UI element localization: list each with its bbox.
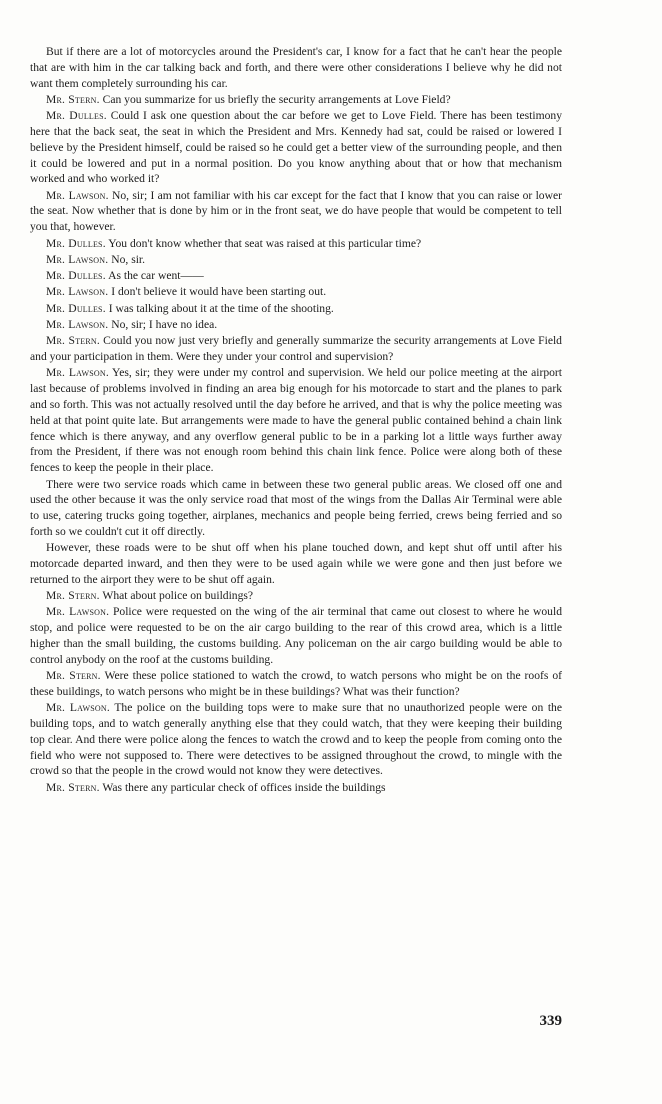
paragraph-text: Could you now just very briefly and generally summarize the security arrangements at Love Field and your participation in them. Were they under your control and supervision? <box>30 334 562 364</box>
speaker-label: Mr. Lawson. <box>46 701 110 715</box>
paragraph-text: I was talking about it at the time of the shooting. <box>105 301 334 315</box>
paragraph-7 <box>30 268 562 284</box>
speaker-label: Mr. Stern. <box>46 589 100 603</box>
paragraph-text: The police on the building tops were to make sure that no unauthorized people were on the building tops, and to watch generally anything else that they could watch, that they were keeping their building top clear. And there were police along the fences to watch the crowd and to keep the people from coming onto the field who were not supposed to. There were detectives to be assigned throughout the crowd, to mingle with the crowd so that the people in the crowd would not know they were detectives. <box>30 701 562 778</box>
paragraph-2 <box>30 92 562 108</box>
paragraph-text: Yes, sir; they were under my control and supervision. We held our police meeting at the airport last because of problems involved in finding an area big enough for his motorcade to start and the planes to park and so forth. This was not actually resolved until the day before he arrived, and that is why the police meeting was held at that point quite late. But arrangements were made to have the general public contained behind a chain link fence which is there anyway, and any overflow general public to be in a parking lot a little ways further away from the President, if there was not enough room behind this chain link fence. Police were along both of these fences to keep the people in their place. <box>30 366 562 475</box>
speaker-label: Mr. Lawson. <box>46 252 109 266</box>
paragraph-17 <box>30 668 562 700</box>
speaker-label: Mr. Lawson. <box>46 318 109 332</box>
paragraph-14 <box>30 540 562 587</box>
paragraph-1 <box>30 44 562 91</box>
speaker-label: Mr. Dulles. <box>46 109 107 123</box>
paragraph-5 <box>30 236 562 252</box>
paragraph-text: You don't know whether that seat was raised at this particular time? <box>105 236 422 250</box>
paragraph-10 <box>30 317 562 333</box>
speaker-label: Mr. Lawson. <box>46 285 109 299</box>
speaker-label: Mr. Lawson. <box>46 188 109 202</box>
speaker-label: Mr. Stern. <box>46 92 100 106</box>
paragraph-12 <box>30 365 562 476</box>
paragraph-6 <box>30 252 562 268</box>
paragraph-19 <box>30 780 562 796</box>
paragraph-text: No, sir; I have no idea. <box>108 318 218 332</box>
paragraph-9 <box>30 301 562 317</box>
paragraph-18 <box>30 700 562 779</box>
paragraph-13 <box>30 477 562 540</box>
paragraph-4 <box>30 188 562 235</box>
paragraph-text: But if there are a lot of motorcycles around the President's car, I know for a fact that he can't hear the people that are with him in the car talking back and forth, and there were other considerations I believe why he did not want them completely surrounding his car. <box>30 45 562 90</box>
paragraph-text: There were two service roads which came in between these two general public areas. We closed off one and used the other because it was the only service road that most of the wings from the Dallas Air Terminal were able to use, catering trucks going together, airplanes, mechanics and people being ferried, crews being ferried and so forth so we couldn't cut it off directly. <box>30 477 562 538</box>
speaker-label: Mr. Stern. <box>46 334 100 348</box>
paragraph-text: No, sir. <box>108 252 146 266</box>
paragraph-text: Can you summarize for us briefly the security arrangements at Love Field? <box>99 92 451 106</box>
speaker-label: Mr. Stern. <box>46 780 100 794</box>
paragraph-text: Could I ask one question about the car before we get to Love Field. There has been testimony here that the back seat, the seat in which the President and Mrs. Kennedy had sat, could be raised or lowered I believe by the President himself, could be raised so he could get a better view of the surrounding people, and then it could be lowered and put in a normal position. Do you know anything about that or how that mechanism worked and who worked it? <box>30 109 562 186</box>
paragraph-text: No, sir; I am not familiar with his car except for the fact that I know that you can raise or lower the seat. Now whether that is done by him or in the front seat, we do have people that would be competent to tell you that, however. <box>30 188 562 234</box>
paragraph-text: I don't believe it would have been starting out. <box>108 285 327 299</box>
paragraph-16 <box>30 604 562 667</box>
speaker-label: Mr. Dulles. <box>46 301 106 315</box>
speaker-label: Mr. Dulles. <box>46 236 106 250</box>
paragraph-text: Were these police stationed to watch the crowd, to watch persons who might be on the roofs of these buildings, to watch persons who might be in these buildings? What was their function? <box>30 669 562 698</box>
speaker-label: Mr. Dulles. <box>46 269 106 283</box>
speaker-label: Mr. Lawson. <box>46 605 110 619</box>
paragraph-text: Was there any particular check of offices inside the buildings <box>99 780 386 794</box>
paragraph-text: However, these roads were to be shut off when his plane touched down, and kept shut off until after his motorcade departed inward, and then they were to be used again while we were gone and then just before we returned to the airport they were to be shut off again. <box>30 541 562 586</box>
testimony-text <box>30 44 562 796</box>
paragraph-text: What about police on buildings? <box>99 589 254 603</box>
speaker-label: Mr. Stern. <box>46 669 101 683</box>
paragraph-15 <box>30 588 562 604</box>
paragraph-11 <box>30 333 562 365</box>
page-number: 339 <box>539 1013 562 1029</box>
paragraph-8 <box>30 284 562 300</box>
paragraph-text: Police were requested on the wing of the air terminal that came out closest to where he would stop, and police were requested to be on the air cargo building to the rear of this crowd area, which is a little higher than the small building, the customs building. Any policeman on the air cargo building would be able to control anybody on the roof at the customs building. <box>30 605 562 666</box>
paragraph-3 <box>30 108 562 187</box>
paragraph-text: As the car went—— <box>105 269 204 283</box>
speaker-label: Mr. Lawson. <box>46 366 109 380</box>
